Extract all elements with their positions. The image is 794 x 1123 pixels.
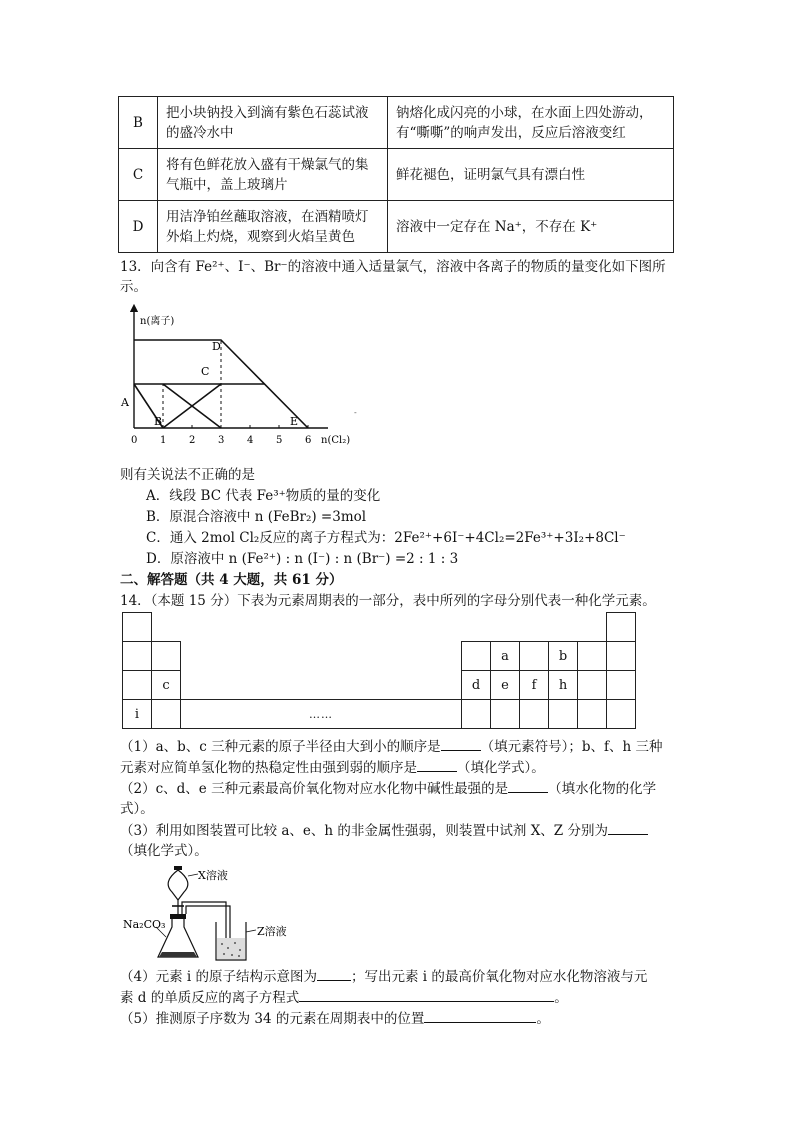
answer-blank[interactable]: [417, 757, 457, 772]
y-axis-label: n(离子): [140, 316, 175, 327]
cell-b: b: [549, 642, 578, 671]
label-z-solution: Z溶液: [257, 925, 287, 938]
q13-stem-line2: 示。: [120, 279, 147, 295]
table-row: [123, 642, 636, 671]
option-method: 用洁净铂丝蘸取溶液，在酒精喷灯外焰上灼烧，观察到火焰呈黄色: [158, 201, 388, 253]
q13-option-c: C．通入 2mol Cl₂反应的离子方程式为：2Fe²⁺+6I⁻+4Cl₂=2Fe³⁺+3I₂+8Cl⁻: [146, 530, 626, 546]
svg-text:-: -: [354, 408, 357, 417]
cell-a: a: [491, 642, 520, 671]
x-tick-label: 3: [218, 435, 225, 446]
periodic-table-fragment: [122, 612, 636, 729]
q14-part2-line1: （2）c、d、e 三种元素最高价氧化物对应水化物中碱性最强的是 （填水化物的化学: [120, 778, 656, 799]
separatory-funnel: [168, 870, 188, 900]
option-result: 溶液中一定存在 Na⁺，不存在 K⁺: [388, 201, 674, 253]
cell-i: i: [123, 700, 152, 729]
q14-part1-line2: 元素对应简单氢化物的热稳定性由强到弱的顺序是 （填化学式）。: [120, 757, 545, 778]
answer-blank[interactable]: [424, 1008, 536, 1023]
answer-blank[interactable]: [608, 820, 648, 835]
table-row: [123, 613, 636, 642]
q14-part3-line2: （填化学式）。: [120, 843, 208, 859]
table-row: [119, 149, 674, 201]
section-heading: 二、解答题（共 4 大题，共 61 分）: [120, 572, 343, 588]
q13-stem-line1: 13．向含有 Fe²⁺、I⁻、Br⁻的溶液中通入适量氯气，溶液中各离子的物质的量变化如下图所: [120, 259, 666, 275]
table-row: [119, 97, 674, 149]
q14-part3-line1: （3）利用如图装置可比较 a、e、h 的非金属性强弱，则装置中试剂 X、Z 分别为: [120, 820, 648, 841]
label-sodium-carbonate: Na₂CO₃: [123, 918, 166, 931]
point-label-d: D: [212, 340, 221, 353]
point-label-c: C: [201, 365, 210, 378]
q13-option-b: B．原混合溶液中 n (FeBr₂) =3mol: [146, 509, 367, 525]
x-tick-label: 5: [276, 435, 283, 446]
q13-option-d: D．原溶液中 n (Fe²⁺) : n (I⁻) : n (Br⁻) =2 : 1 : 3: [146, 551, 459, 567]
q14-intro: 14．（本题 15 分）下表为元素周期表的一部分，表中所列的字母分别代表一种化学元素。: [120, 593, 656, 609]
point-label-e: E: [290, 415, 299, 428]
cell-d: d: [462, 671, 491, 700]
x-axis-label: n(Cl₂): [321, 435, 351, 446]
options-table: [118, 96, 674, 253]
cell-c: c: [152, 671, 181, 700]
q13-option-a: A．线段 BC 代表 Fe³⁺物质的量的变化: [146, 488, 381, 504]
answer-blank[interactable]: [317, 966, 351, 981]
cell-f: f: [520, 671, 549, 700]
answer-blank[interactable]: [441, 736, 481, 751]
q13-prompt: 则有关说法不正确的是: [120, 467, 255, 483]
label-x-solution: X溶液: [198, 869, 228, 882]
q14-part4-line1: （4）元素 i 的原子结构示意图为 ；写出元素 i 的最高价氧化物对应水化物溶液与元: [120, 966, 647, 987]
x-tick-label: 0: [131, 435, 138, 446]
q14-part5: （5）推测原子序数为 34 的元素在周期表中的位置 。: [120, 1008, 550, 1029]
table-row: [119, 201, 674, 253]
option-key: B: [119, 97, 158, 149]
table-row: [123, 700, 636, 729]
x-tick-label: 2: [189, 435, 196, 446]
point-label-a: A: [121, 396, 129, 409]
cell-ellipsis: ……: [181, 700, 462, 729]
x-tick-label: 6: [305, 435, 312, 446]
point-label-b: B: [154, 415, 163, 428]
q14-part4-line2: 素 d 的单质反应的离子方程式 。: [120, 987, 568, 1008]
option-result: 钠熔化成闪亮的小球，在水面上四处游动，有“嘶嘶”的响声发出，反应后溶液变红: [388, 97, 674, 149]
answer-blank[interactable]: [508, 778, 548, 793]
x-tick-label: 4: [247, 435, 254, 446]
option-key: C: [119, 149, 158, 201]
ion-amount-chart: [116, 300, 366, 450]
option-method: 将有色鲜花放入盛有干燥氯气的集气瓶中，盖上玻璃片: [158, 149, 388, 201]
option-result: 鲜花褪色，证明氯气具有漂白性: [388, 149, 674, 201]
cell-e: e: [491, 671, 520, 700]
apparatus-diagram: [118, 862, 308, 962]
q14-part2-line2: 式）。: [120, 801, 154, 817]
answer-blank[interactable]: [299, 987, 554, 1002]
x-tick-label: 1: [160, 435, 167, 446]
option-method: 把小块钠投入到滴有紫色石蕊试液的盛冷水中: [158, 97, 388, 149]
q14-part1-line1: （1）a、b、c 三种元素的原子半径由大到小的顺序是 （填元素符号）；b、f、h 三种: [120, 736, 663, 757]
cell-h: h: [549, 671, 578, 700]
table-row: [123, 671, 636, 700]
option-key: D: [119, 201, 158, 253]
